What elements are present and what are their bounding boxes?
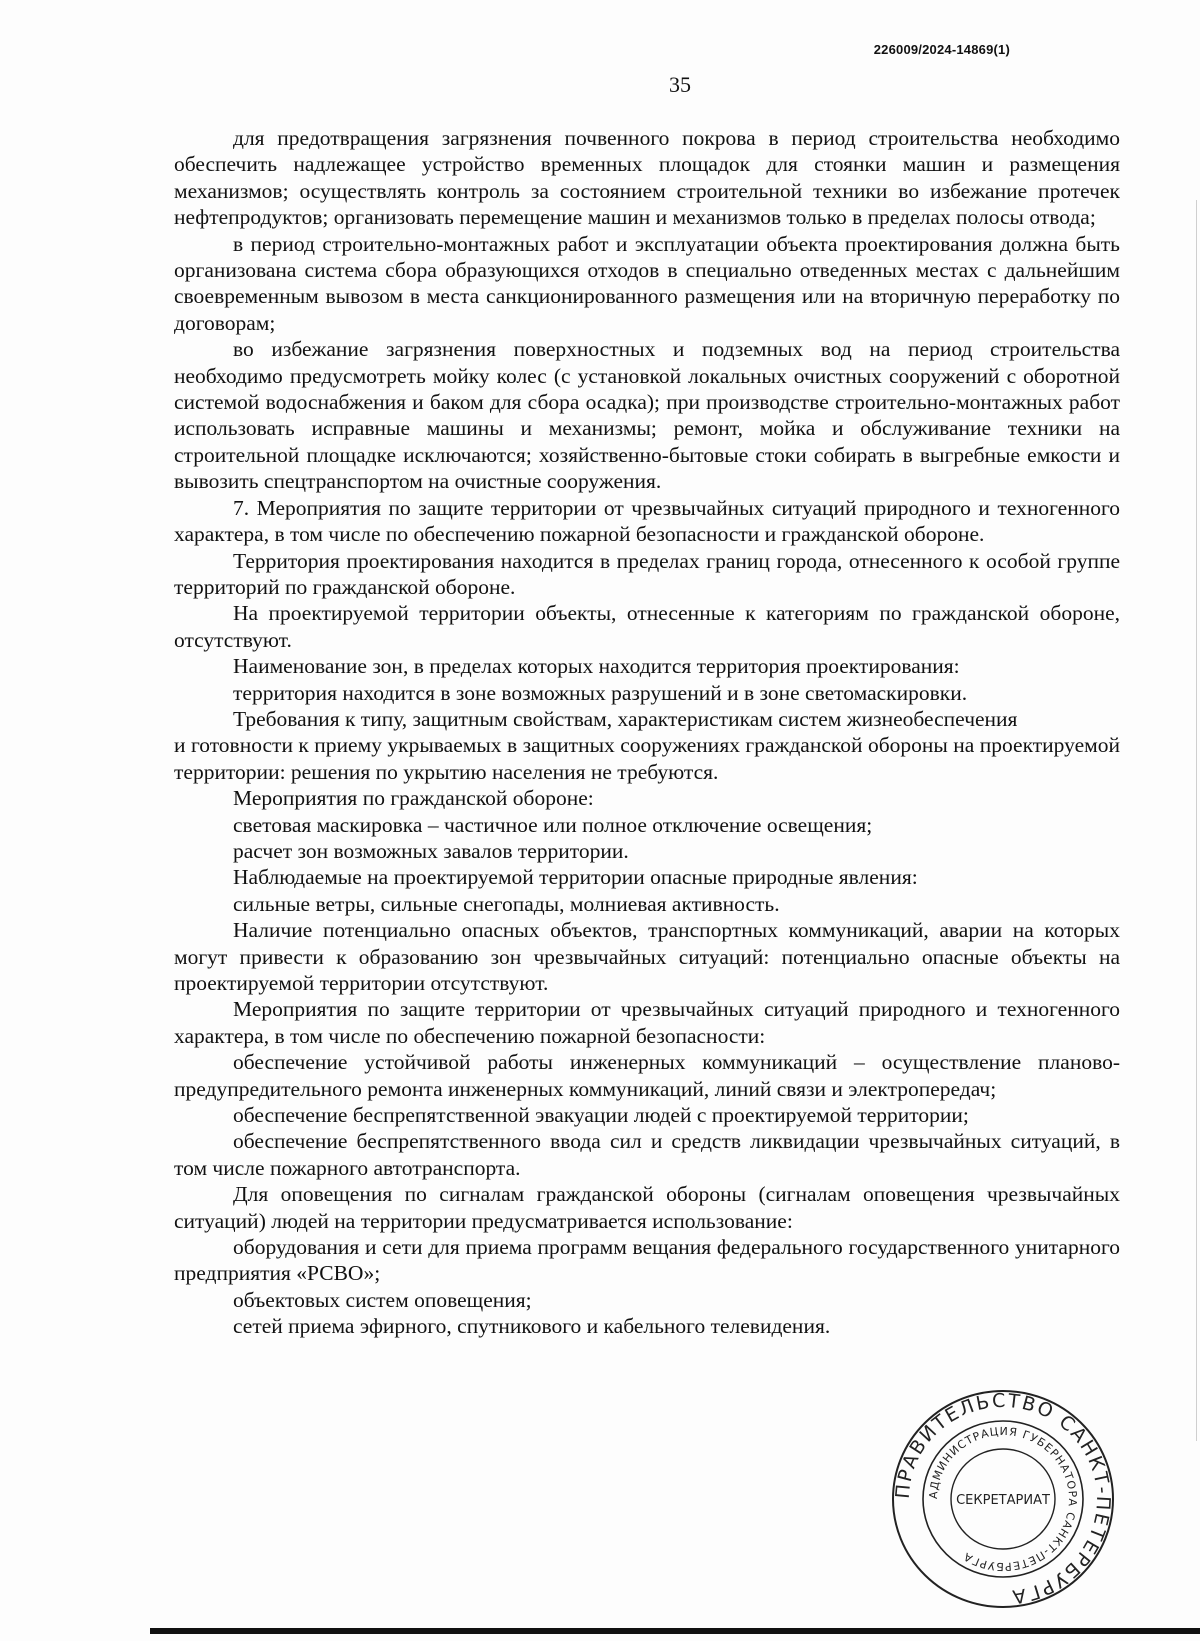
paragraph-water-protection: во избежание загрязнения поверхностных и подземных вод на период строительства необходимо предусмотреть мойку колес (с установкой локальных очистных сооружений с оборотной системой водоснабжения и баком для сбора осадка); при производстве строительно-монтажных работ использовать исправные машины и механизмы; ремонт, мойка и обслуживание техники на строительной площадке исключаются; хозяйственно-бытовые стоки собирать в выгребные емкости и вывозить спецтранспортом на очистные сооружения. xyxy=(174,337,1120,494)
paragraph-tv-networks: сетей приема эфирного, спутникового и кабельного телевидения. xyxy=(233,1314,831,1339)
paragraph-waste-collection: в период строительно-монтажных работ и эксплуатации объекта проектирования должна быть организована система сбора образующихся отходов в специально отведенных местах с дальнейшим своевременным вывозом в места санкционированного размещения или на вторичную переработку по договорам; xyxy=(174,231,1120,335)
paragraph-emergency-measures: Мероприятия по защите территории от чрезвычайных ситуаций природного и техногенного характера, в том числе по обеспечению пожарной безопасности: xyxy=(174,997,1120,1048)
paragraph-object-systems: объектовых систем оповещения; xyxy=(233,1287,532,1312)
paragraph-zones-value: территория находится в зоне возможных разрушений и в зоне светомаскировки. xyxy=(233,680,968,705)
section-heading-7: 7. Мероприятия по защите территории от чрезвычайных ситуаций природного и техногенного характера, в том числе по обеспечению пожарной безопасности и гражданской обороне. xyxy=(174,495,1120,547)
paragraph-utilities: обеспечение устойчивой работы инженерных коммуникаций – осуществление планово-предупредительного ремонта инженерных коммуникаций, линий связи и электропередач; xyxy=(174,1050,1120,1101)
paragraph-soil-protection: для предотвращения загрязнения почвенного покрова в период строительства необходимо обеспечить надлежащее устройство временных площадок для стоянки машин и размещения механизмов; осуществлять контроль за состоянием строительной техники во избежание протечек нефтепродуктов; организовать перемещение машин и механизмов только в пределах полосы отвода; xyxy=(174,126,1120,230)
paragraph-evacuation: обеспечение беспрепятственной эвакуации людей с проектируемой территории; xyxy=(233,1103,969,1128)
svg-text:АДМИНИСТРАЦИЯ ГУБЕРНАТОРА САНК: АДМИНИСТРАЦИЯ ГУБЕРНАТОРА САНКТ-ПЕТЕРБУРГА xyxy=(926,1424,1080,1574)
paragraph-zones-title: Наименование зон, в пределах которых находится территория проектирования: xyxy=(233,654,960,679)
paragraph-dangerous-objects: Наличие потенциально опасных объектов, транспортных коммуникаций, аварии на которых могут привести к образованию зон чрезвычайных ситуаций: потенциально опасные объекты на проектируемой территории отсутствуют. xyxy=(174,918,1120,995)
paragraph-debris-zones: расчет зон возможных завалов территории. xyxy=(233,838,629,863)
document-body xyxy=(174,125,1120,1340)
paragraph-requirements: Требования к типу, защитным свойствам, характеристикам систем жизнеобеспечения xyxy=(233,706,1018,731)
document-number: 226009/2024-14869(1) xyxy=(873,42,1010,57)
paragraph-requirements-cont: и готовности к приему укрываемых в защитных сооружениях гражданской обороны на проектируемой территории: решения по укрытию населения не требуются. xyxy=(174,733,1120,784)
paragraph-rsvo: оборудования и сети для приема программ вещания федерального государственного унитарного предприятия «РСВО»; xyxy=(174,1235,1120,1286)
paragraph-light-masking: световая маскировка – частичное или полное отключение освещения; xyxy=(233,812,873,837)
paragraph-civil-defense-objects: На проектируемой территории объекты, отнесенные к категориям по гражданской обороне, отсутствуют. xyxy=(174,601,1120,652)
paragraph-natural-hazards: Наблюдаемые на проектируемой территории опасные природные явления: xyxy=(233,865,918,890)
scan-bottom-border xyxy=(150,1628,1200,1634)
paragraph-notification: Для оповещения по сигналам гражданской обороны (сигналам оповещения чрезвычайных ситуаций) людей на территории предусматривается использование: xyxy=(174,1182,1120,1233)
svg-text:СЕКРЕТАРИАТ: СЕКРЕТАРИАТ xyxy=(956,1493,1050,1508)
page-number: 35 xyxy=(669,72,691,97)
paragraph-territory-group: Территория проектирования находится в пределах границ города, отнесенного к особой группе территорий по гражданской обороне. xyxy=(174,548,1120,599)
paragraph-hazards-list: сильные ветры, сильные снегопады, молниевая активность. xyxy=(233,891,780,916)
scan-edge-line xyxy=(1196,200,1197,1441)
paragraph-civil-defense-measures: Мероприятия по гражданской обороне: xyxy=(233,786,594,811)
paragraph-forces-access: обеспечение беспрепятственного ввода сил и средств ликвидации чрезвычайных ситуаций, в том числе пожарного автотранспорта. xyxy=(174,1129,1120,1180)
official-seal-stamp xyxy=(890,1388,1116,1610)
svg-text:ПРАВИТЕЛЬСТВО САНКТ-ПЕТЕРБУРГА: ПРАВИТЕЛЬСТВО САНКТ-ПЕТЕРБУРГА xyxy=(891,1389,1115,1608)
